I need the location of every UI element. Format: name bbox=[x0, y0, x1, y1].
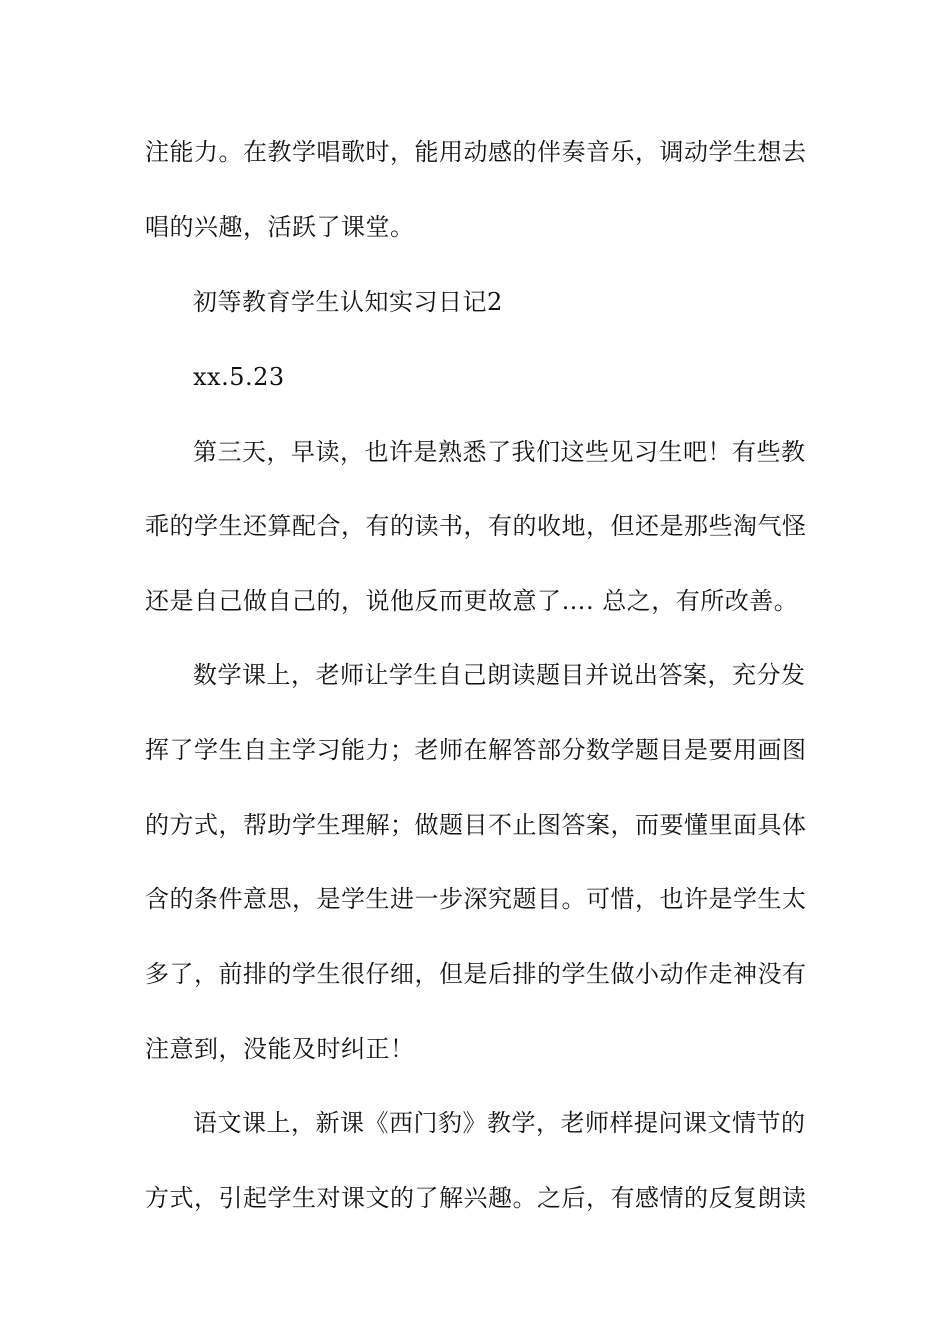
paragraph-line: 注意到，没能及时纠正！ bbox=[145, 1035, 415, 1063]
paragraph-line: 唱的兴趣，活跃了课堂。 bbox=[145, 213, 415, 241]
paragraph-line: 挥了学生自主学习能力；老师在解答部分数学题目是要用画图 bbox=[145, 736, 807, 764]
paragraph-line: 第三天，早读，也许是熟悉了我们这些见习生吧！有些教 bbox=[193, 438, 806, 466]
paragraph-line: 多了，前排的学生很仔细，但是后排的学生做小动作走神没有 bbox=[145, 960, 807, 988]
section-heading: 初等教育学生认知实习日记2 bbox=[193, 288, 503, 316]
paragraph-line: 还是自己做自己的，说他反而更故意了…. 总之，有所改善。 bbox=[145, 587, 799, 615]
paragraph-line: 语文课上，新课《西门豹》教学，老师样提问课文情节的 bbox=[193, 1109, 806, 1137]
paragraph-line: 数学课上，老师让学生自己朗读题目并说出答案，充分发 bbox=[193, 661, 806, 689]
paragraph-line: 含的条件意思，是学生进一步深究题目。可惜，也许是学生太 bbox=[145, 885, 807, 913]
paragraph-line: 的方式，帮助学生理解；做题目不止图答案，而要懂里面具体 bbox=[145, 811, 807, 839]
paragraph-line: 方式，引起学生对课文的了解兴趣。之后，有感情的反复朗读 bbox=[145, 1184, 807, 1212]
entry-date: xx.5.23 bbox=[193, 363, 285, 391]
paragraph-line: 乖的学生还算配合，有的读书，有的收地，但还是那些淘气怪 bbox=[145, 512, 807, 540]
paragraph-line: 注能力。在教学唱歌时，能用动感的伴奏音乐，调动学生想去 bbox=[145, 138, 807, 166]
